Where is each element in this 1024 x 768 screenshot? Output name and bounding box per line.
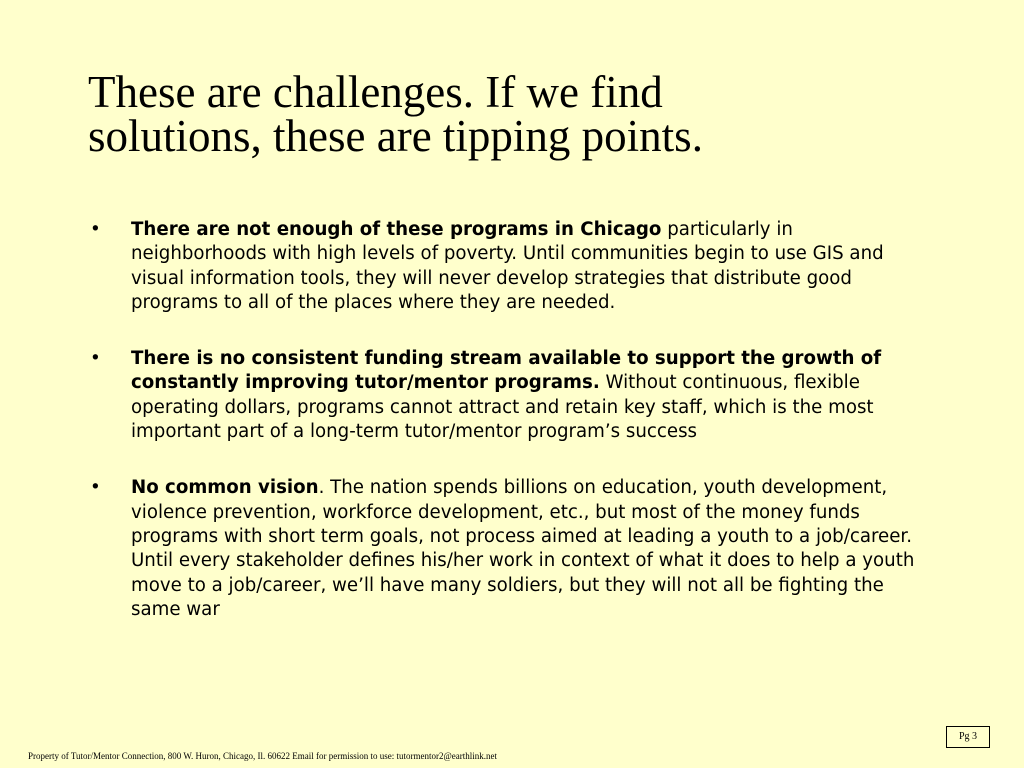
bullet-body-text: . The nation spends billions on education, youth development, violence prevention, workforce development, etc., but most of the money funds programs with short term goals, not process aimed at leading a youth to a job/career. Until every stakeholder defines his/her work in context of what it does to help a youth move to a job/career, we’ll have many soldiers, but they will not all be fighting the same war: [131, 477, 915, 620]
bullet-icon: •: [90, 219, 101, 240]
bullet-icon: •: [90, 477, 101, 499]
bullet-list: [90, 218, 932, 654]
slide-title: [88, 67, 948, 161]
bullet-item: [90, 218, 932, 315]
bullet-bold-text: There are not enough of these programs in Chicago: [131, 219, 662, 240]
slide-title-line-1: These are challenges. If we find: [88, 67, 663, 117]
footer-copyright: Property of Tutor/Mentor Connection, 800 W. Huron, Chicago, Il. 60622 Email for permission to use: tutormentor2@earthlink.net: [28, 751, 497, 761]
bullet-bold-text: No common vision: [131, 477, 319, 499]
bullet-item: [90, 476, 932, 622]
bullet-icon: •: [90, 348, 101, 370]
bullet-body-text: Without continuous, flexible operating dollars, programs cannot attract and retain key staff, which is the most important part of a long-term tutor/mentor program’s success: [131, 372, 874, 443]
bullet-text: [131, 477, 914, 619]
page-number-box: Pg 3: [946, 726, 990, 748]
slide-title-line-2: solutions, these are tipping points.: [88, 111, 703, 161]
bullet-body-text: particularly in neighborhoods with high levels of poverty. Until communities begin to use GIS and visual information tools, they will never develop strategies that distribute good programs to all of the places where they are needed.: [131, 219, 884, 313]
bullet-text: [131, 219, 884, 313]
bullet-item: [90, 347, 932, 444]
bullet-text: [131, 348, 881, 442]
bullet-bold-text: There is no consistent funding stream available to support the growth of constantly improving tutor/mentor programs.: [131, 348, 882, 394]
